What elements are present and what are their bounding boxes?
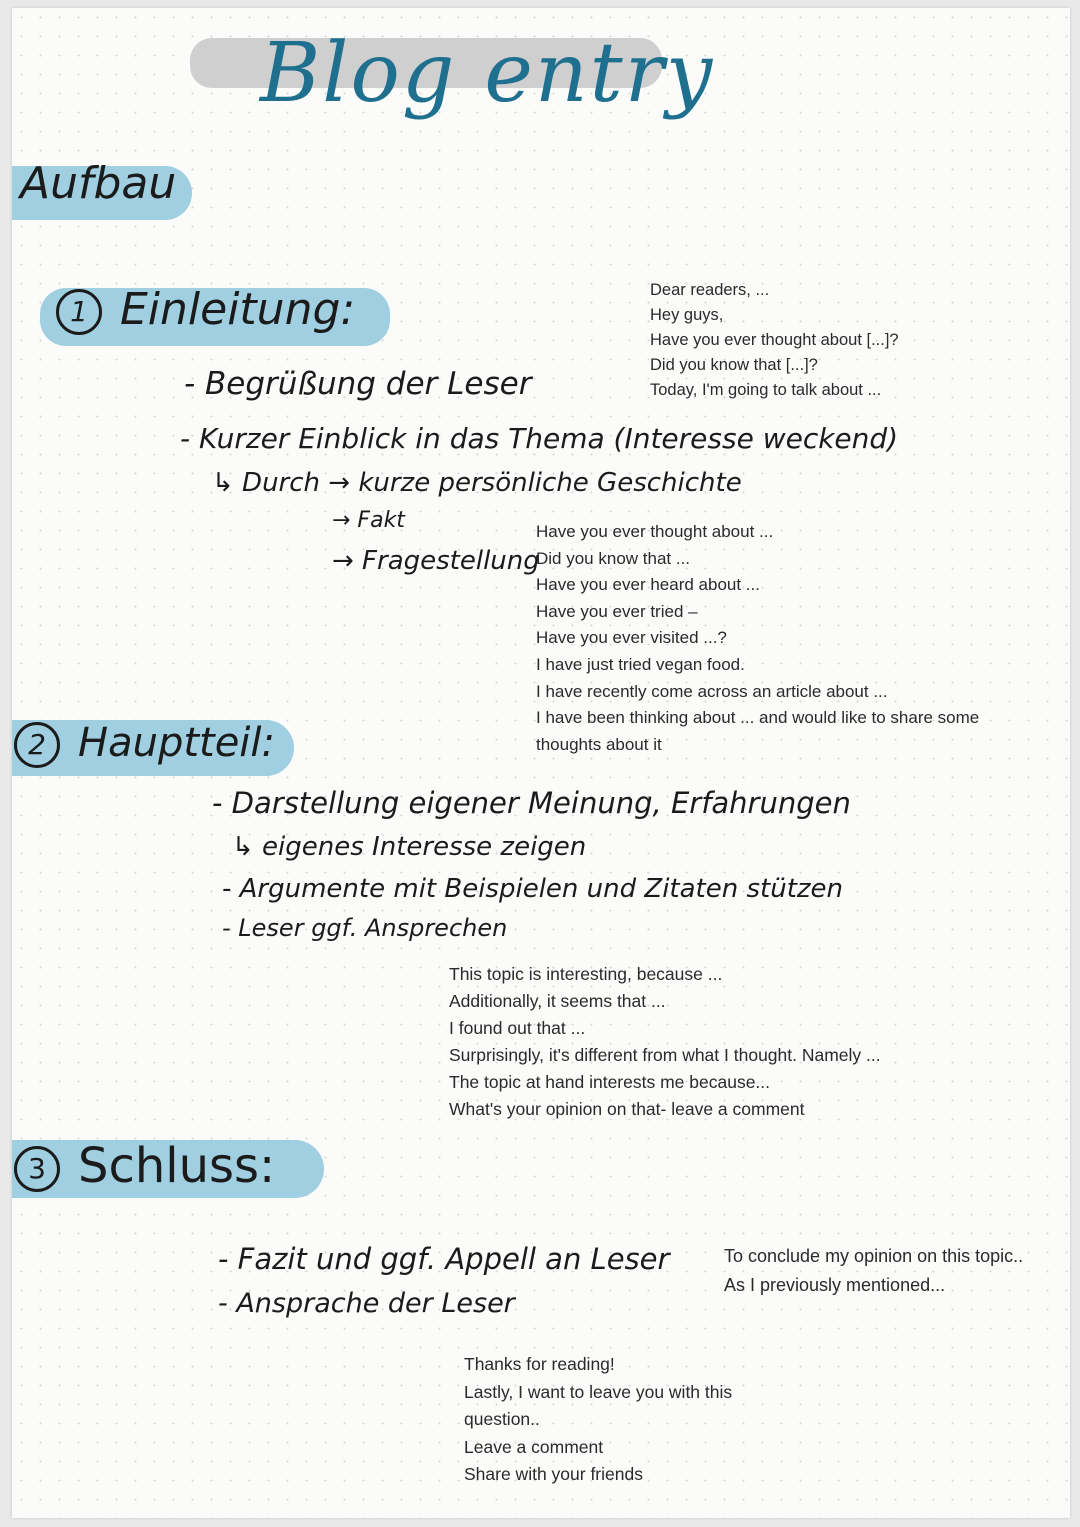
phrase-line: This topic is interesting, because ... [449, 964, 723, 984]
hauptteil-note-1: - Darstellung eigener Meinung, Erfahrungen [212, 786, 851, 820]
phrase-line: thoughts about it [536, 734, 662, 754]
phrase-line: To conclude my opinion on this topic.. [724, 1246, 1024, 1266]
hauptteil-note-3: - Argumente mit Beispielen und Zitaten stützen [222, 874, 844, 904]
phrase-line: The topic at hand interests me because... [449, 1072, 771, 1092]
phrase-line: Have you ever thought about [...]? [650, 331, 899, 349]
phrase-line: Today, I'm going to talk about ... [650, 381, 882, 399]
phrase-line: Surprisingly, it's different from what I thought. Namely ... [449, 1045, 881, 1065]
einleitung-note-2: - Kurzer Einblick in das Thema (Interesse weckend) [180, 422, 899, 455]
section-number: 1 [56, 289, 102, 335]
phrase-line: Hey guys, [650, 306, 724, 324]
aufbau-heading: Aufbau [20, 158, 177, 209]
schluss-note-2: - Ansprache der Leser [218, 1288, 515, 1319]
einleitung-heading-text: Einleitung: [120, 284, 356, 335]
hauptteil-phrases [449, 961, 881, 1123]
hauptteil-note-2: ↳ eigenes Interesse zeigen [232, 832, 587, 862]
schluss-phrases [464, 1351, 732, 1489]
phrase-line: Did you know that [...]? [650, 356, 818, 374]
hauptteil-heading [14, 720, 275, 768]
phrase-line: What's your opinion on that- leave a comment [449, 1099, 805, 1119]
phrase-line: Thanks for reading! [464, 1354, 615, 1374]
page-title: Blog entry [260, 26, 715, 121]
phrase-line: Leave a comment [464, 1436, 604, 1457]
schluss-phrases-right [724, 1242, 1023, 1300]
phrase-line: Have you ever visited ...? [536, 628, 727, 648]
phrase-line: Have you ever heard about ... [536, 575, 760, 595]
schluss-heading-text: Schluss: [78, 1138, 276, 1194]
hauptteil-heading-text: Hauptteil: [78, 720, 276, 766]
schluss-note-1: - Fazit und ggf. Appell an Leser [218, 1242, 670, 1276]
einleitung-phrases-bottom [536, 519, 979, 758]
einleitung-heading [56, 284, 355, 335]
schluss-heading [14, 1138, 275, 1194]
phrase-line: Lastly, I want to leave you with this [464, 1381, 733, 1402]
phrase-line: I have recently come across an article about ... [536, 681, 888, 701]
phrase-line: As I previously mentioned... [724, 1275, 946, 1295]
phrase-line: Share with your friends [464, 1464, 643, 1484]
note-page [12, 8, 1070, 1518]
phrase-line: question.. [464, 1409, 540, 1429]
phrase-line: Have you ever thought about ... [536, 522, 774, 541]
section-number: 2 [14, 722, 60, 768]
phrase-line: Additionally, it seems that ... [449, 991, 666, 1011]
phrase-line: Did you know that ... [536, 548, 691, 568]
einleitung-phrases-top [650, 278, 899, 403]
phrase-line: I found out that ... [449, 1018, 586, 1038]
phrase-line: I have just tried vegan food. [536, 654, 745, 674]
einleitung-note-4: → Fakt [332, 508, 405, 533]
section-number: 3 [14, 1146, 60, 1192]
einleitung-note-5: → Fragestellung [332, 546, 540, 576]
phrase-line: Dear readers, ... [650, 281, 770, 299]
einleitung-note-1: - Begrüßung der Leser [184, 366, 532, 402]
hauptteil-note-4: - Leser ggf. Ansprechen [222, 914, 508, 942]
einleitung-note-3: ↳ Durch → kurze persönliche Geschichte [212, 468, 742, 498]
phrase-line: Have you ever tried – [536, 601, 698, 621]
phrase-line: I have been thinking about ... and would like to share some [536, 708, 980, 728]
